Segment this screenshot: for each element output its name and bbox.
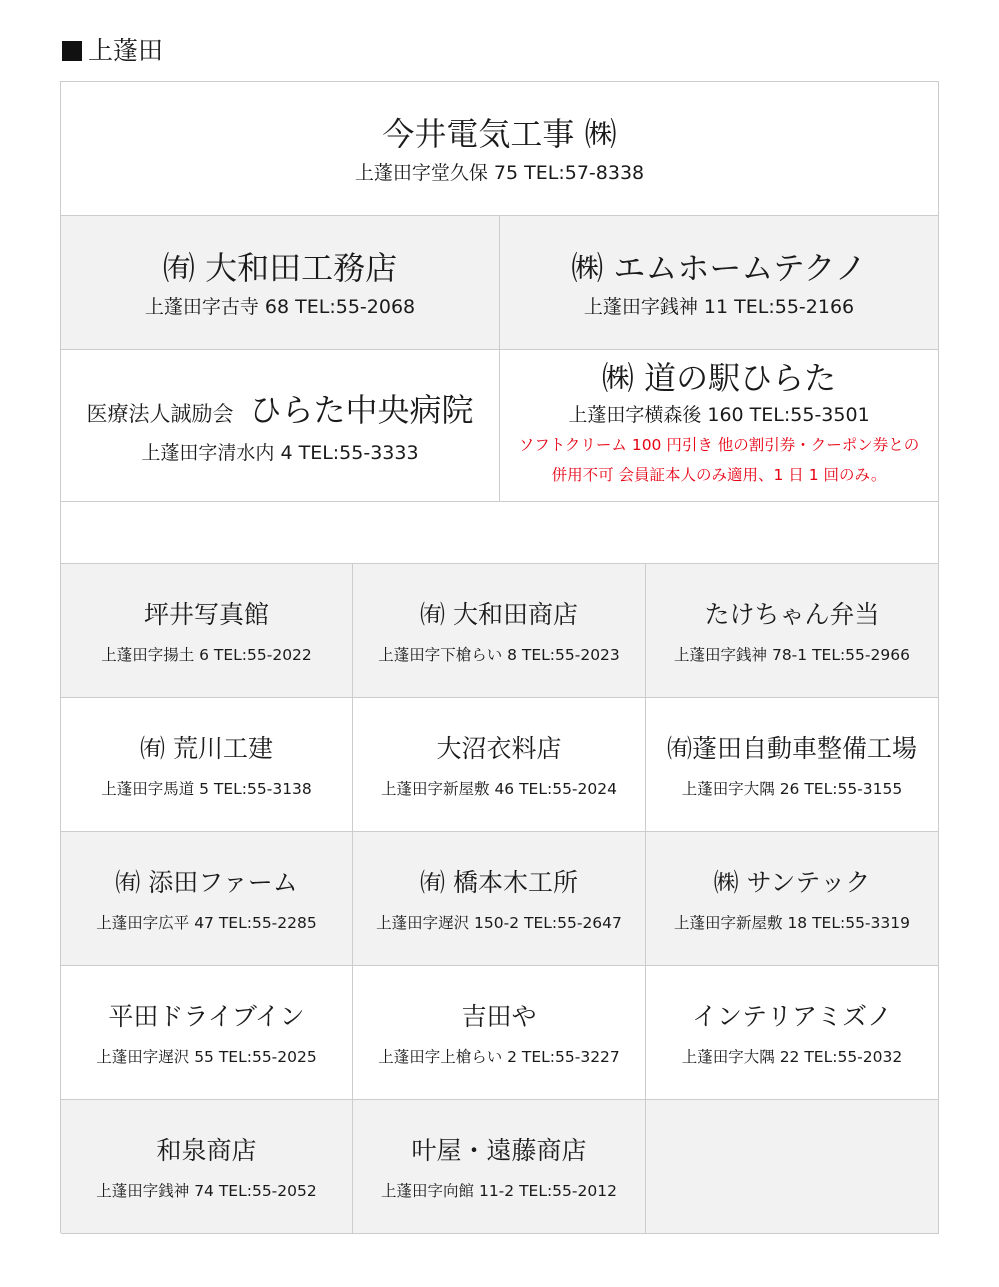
business-card [353,966,646,1100]
business-name: ㈱ 道の駅ひらた [601,359,837,397]
business-address: 上蓬田字向館 11-2 TEL:55-2012 [381,1182,617,1200]
business-name: 和泉商店 [156,1136,257,1165]
business-address: 上蓬田字銭神 11 TEL:55-2166 [583,296,855,318]
business-name: ㈲ 橋本木工所 [420,868,578,897]
business-address: 上蓬田字銭神 74 TEL:55-2052 [96,1182,317,1200]
business-prefix: 医療法人誠励会 [86,402,234,426]
business-card [353,698,646,832]
business-address: 上蓬田字新屋敷 18 TEL:55-3319 [674,914,910,932]
business-address: 上蓬田字大隅 26 TEL:55-3155 [681,780,903,798]
business-card [61,216,500,350]
business-address: 上蓬田字遅沢 150-2 TEL:55-2647 [376,914,622,932]
business-name: 大沼衣料店 [436,734,562,763]
business-name: ㈲ 添田ファーム [115,868,298,897]
business-address: 上蓬田字揚土 6 TEL:55-2022 [101,646,312,664]
business-card [61,698,353,832]
business-address: 上蓬田字下槍らい 8 TEL:55-2023 [378,646,620,664]
business-name: ㈱ エムホームテクノ [571,249,867,287]
business-card [646,832,939,966]
business-directory-table [60,81,939,1233]
business-name: 平田ドライブイン [108,1002,305,1031]
spacer-row [61,502,939,564]
business-name: ひらた中央病院 [249,391,474,429]
business-address: 上蓬田字清水内 4 TEL:55-3333 [141,442,419,464]
business-card [61,966,353,1100]
business-card [646,698,939,832]
business-address: 上蓬田字遅沢 55 TEL:55-2025 [96,1048,317,1066]
business-address: 上蓬田字銭神 78-1 TEL:55-2966 [674,646,910,664]
business-address: 上蓬田字堂久保 75 TEL:57-8338 [354,162,645,184]
business-name: ㈲蓬田自動車整備工場 [666,734,917,763]
business-card [500,350,939,502]
business-card [353,564,646,698]
business-address: 上蓬田字古寺 68 TEL:55-2068 [144,296,416,318]
empty-cell [646,1100,939,1234]
business-card [61,350,500,502]
business-address: 上蓬田字新屋敷 46 TEL:55-2024 [381,780,617,798]
business-card [61,832,353,966]
business-card [61,1100,353,1234]
business-name: 今井電気工事 ㈱ [382,115,617,153]
business-address: 上蓬田字大隅 22 TEL:55-2032 [681,1048,903,1066]
business-name: 吉田や [461,1002,537,1031]
business-card [353,1100,646,1234]
business-card [646,564,939,698]
business-card [353,832,646,966]
business-card [646,966,939,1100]
business-address: 上蓬田字馬道 5 TEL:55-3138 [101,780,312,798]
black-square-icon [62,41,82,61]
business-card [500,216,939,350]
section-title: 上蓬田 [88,36,164,65]
business-name: ㈲ 大和田工務店 [162,249,398,287]
business-name: 叶屋・遠藤商店 [411,1136,587,1165]
discount-note: ソフトクリーム 100 円引き 他の割引券・クーポン券との [518,436,920,454]
discount-note: 併用不可 会員証本人のみ適用、1 日 1 回のみ。 [551,466,887,484]
business-card [61,82,939,216]
business-name: ㈱ サンテック [713,868,871,897]
business-address: 上蓬田字横森後 160 TEL:55-3501 [568,404,870,426]
business-name: インテリアミズノ [691,1002,892,1031]
section-heading [62,34,163,68]
business-card [61,564,353,698]
business-address: 上蓬田字上槍らい 2 TEL:55-3227 [378,1048,620,1066]
business-name: ㈲ 荒川工建 [140,734,273,763]
business-name: たけちゃん弁当 [704,600,880,629]
business-address: 上蓬田字広平 47 TEL:55-2285 [96,914,317,932]
business-name: 坪井写真館 [143,600,269,629]
business-name: ㈲ 大和田商店 [420,600,578,629]
